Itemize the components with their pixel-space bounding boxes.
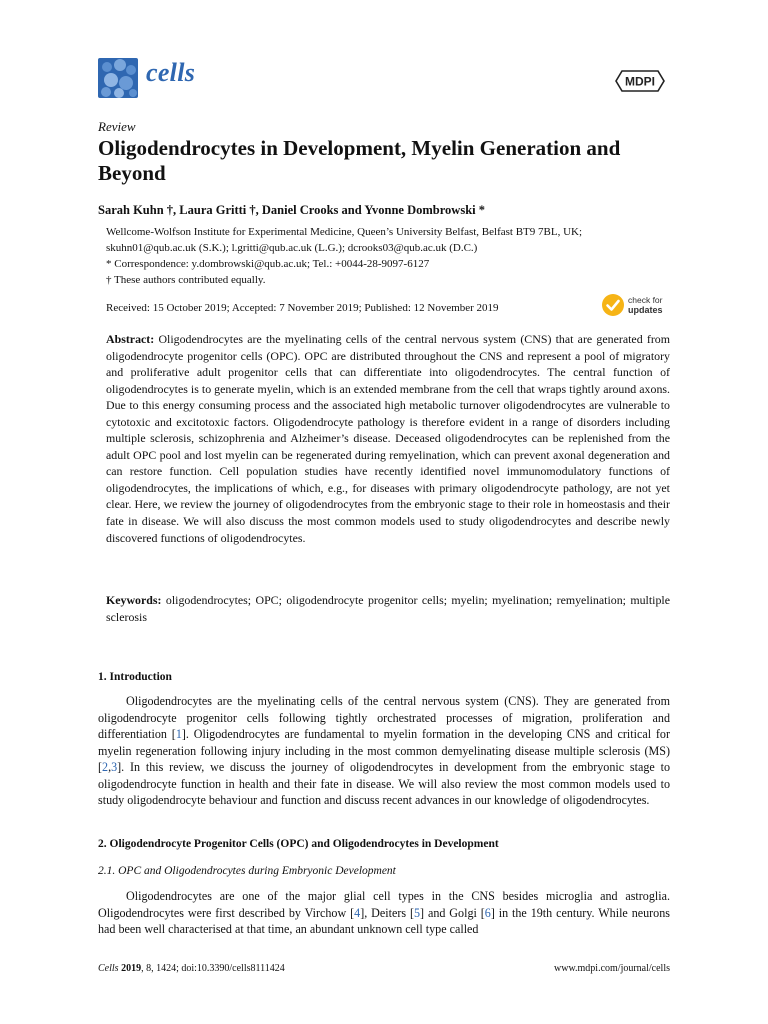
- keywords: [106, 592, 670, 625]
- text-run: ] and Golgi [: [420, 905, 485, 920]
- citation-link-5[interactable]: 5: [413, 905, 421, 920]
- text-run: ], Deiters [: [360, 905, 414, 920]
- footer-url[interactable]: www.mdpi.com/journal/cells: [554, 963, 670, 974]
- publisher-name: MDPI: [625, 74, 655, 89]
- article-type: Review: [98, 119, 136, 134]
- text-run: Oligodendrocytes are one of the major glial cell types in the CNS besides microglia and astroglia. Oligodendrocytes were first described by Virchow [: [98, 889, 670, 920]
- keywords-text: oligodendrocytes; OPC; oligodendrocyte progenitor cells; myelin; myelination; remyelination; multiple sclerosis: [106, 593, 670, 624]
- journal-name: cells: [146, 58, 196, 87]
- mdpi-logo-icon: [612, 68, 668, 94]
- section-heading-opc: 2. Oligodendrocyte Progenitor Cells (OPC) and Oligodendrocytes in Development: [98, 838, 499, 850]
- text-run: ] in the 19th century. While neurons had been well characterised at that time, an abundant unknown cell type called: [98, 905, 670, 936]
- text-run: ,: [108, 760, 112, 774]
- affiliation-emails: skuhn01@qub.ac.uk (S.K.); l.gritti@qub.ac.uk (L.G.); dcrooks03@qub.ac.uk (D.C.): [106, 242, 478, 254]
- text-run: Oligodendrocytes are the myelinating cells of the central nervous system (CNS). They are generated from oligodendrocyte progenitor cells following tightly orchestrated processes of migration, proliferation and differentiation [: [98, 694, 670, 741]
- footer-citation: [98, 963, 285, 974]
- section-heading-introduction: 1. Introduction: [98, 671, 172, 683]
- check-updates-line1: check for: [628, 295, 663, 305]
- text-run: ]. Oligodendrocytes are fundamental to myelin formation in the developing CNS and critical for myelin regeneration following injury including in the most common demyelinating disease multiple sclerosis (MS) [: [98, 727, 670, 774]
- keywords-label: Keywords:: [106, 593, 162, 607]
- cells-logo-icon: [98, 58, 138, 98]
- citation-link-6[interactable]: 6: [484, 905, 491, 920]
- affiliation-line: Wellcome-Wolfson Institute for Experimental Medicine, Queen’s University Belfast, Belfast BT9 7BL, UK;: [106, 226, 583, 238]
- text-run: ]. In this review, we discuss the journey of oligodendrocytes in development from the embryonic stage to oligodendrocyte function in health and their fate in disease. We will also review the most common models used to study oligodendrocyte behaviour and function and discuss recent advances in our knowledge of oligodendrocytes.: [98, 760, 670, 807]
- publication-dates: Received: 15 October 2019; Accepted: 7 November 2019; Published: 12 November 2019: [106, 302, 499, 314]
- citation-link-4[interactable]: 4: [354, 905, 361, 920]
- check-for-updates-badge[interactable]: [600, 291, 674, 321]
- check-updates-line2: updates: [628, 305, 663, 315]
- footer-year: 2019: [121, 963, 142, 974]
- equal-contribution-note: † These authors contributed equally.: [106, 274, 266, 286]
- abstract: [106, 331, 670, 546]
- check-updates-icon: [602, 294, 624, 316]
- citation-link-1[interactable]: 1: [175, 727, 182, 741]
- embryonic-paragraph: [98, 888, 670, 938]
- abstract-label: Abstract:: [106, 332, 155, 346]
- article-title: Oligodendrocytes in Development, Myelin Generation and Beyond: [98, 136, 621, 185]
- author-list: Sarah Kuhn †, Laura Gritti †, Daniel Crooks and Yvonne Dombrowski *: [98, 203, 485, 217]
- correspondence-line: * Correspondence: y.dombrowski@qub.ac.uk; Tel.: +0044-28-9097-6127: [106, 258, 430, 270]
- subsection-heading-embryonic: 2.1. OPC and Oligodendrocytes during Embryonic Development: [98, 865, 396, 877]
- abstract-text: Oligodendrocytes are the myelinating cells of the central nervous system (CNS) that are generated from oligodendrocyte progenitor cells (OPC). OPC are distributed throughout the CNS and represent a pool of migratory and proliferative adult progenitor cells that can differentiate into oligodendrocytes. The central function of oligodendrocytes is to generate myelin, which is an extended membrane from the cell that wraps tightly around axons. Due to this energy consuming process and the associated high metabolic turnover oligodendrocytes are vulnerable to cytotoxic and excitotoxic factors. Oligodendrocyte pathology is therefore evident in a range of disorders including multiple sclerosis, schizophrenia and Alzheimer’s disease. Deceased oligodendrocytes can be replenished from the adult OPC pool and lost myelin can be regenerated during remyelination, which can prevent axonal degeneration and can restore function. Cell population studies have recently identified novel immunomodulatory functions of oligodendrocytes, the implications of which, e.g., for diseases with primary oligodendrocyte pathology, are not yet clear. Here, we review the journey of oligodendrocytes from the embryonic stage to their role in homeostasis and their fate in disease. We will also discuss the most common models used to study oligodendrocytes and describe newly discovered functions of oligodendrocytes.: [106, 332, 670, 545]
- footer-volume: , 8, 1424; doi:10.3390/cells8111424: [141, 963, 285, 974]
- citation-link-2[interactable]: 2: [102, 760, 109, 774]
- introduction-paragraph: [98, 693, 670, 809]
- affiliations: [106, 224, 666, 288]
- citation-link-3[interactable]: 3: [111, 760, 118, 774]
- footer-journal: Cells: [98, 963, 119, 974]
